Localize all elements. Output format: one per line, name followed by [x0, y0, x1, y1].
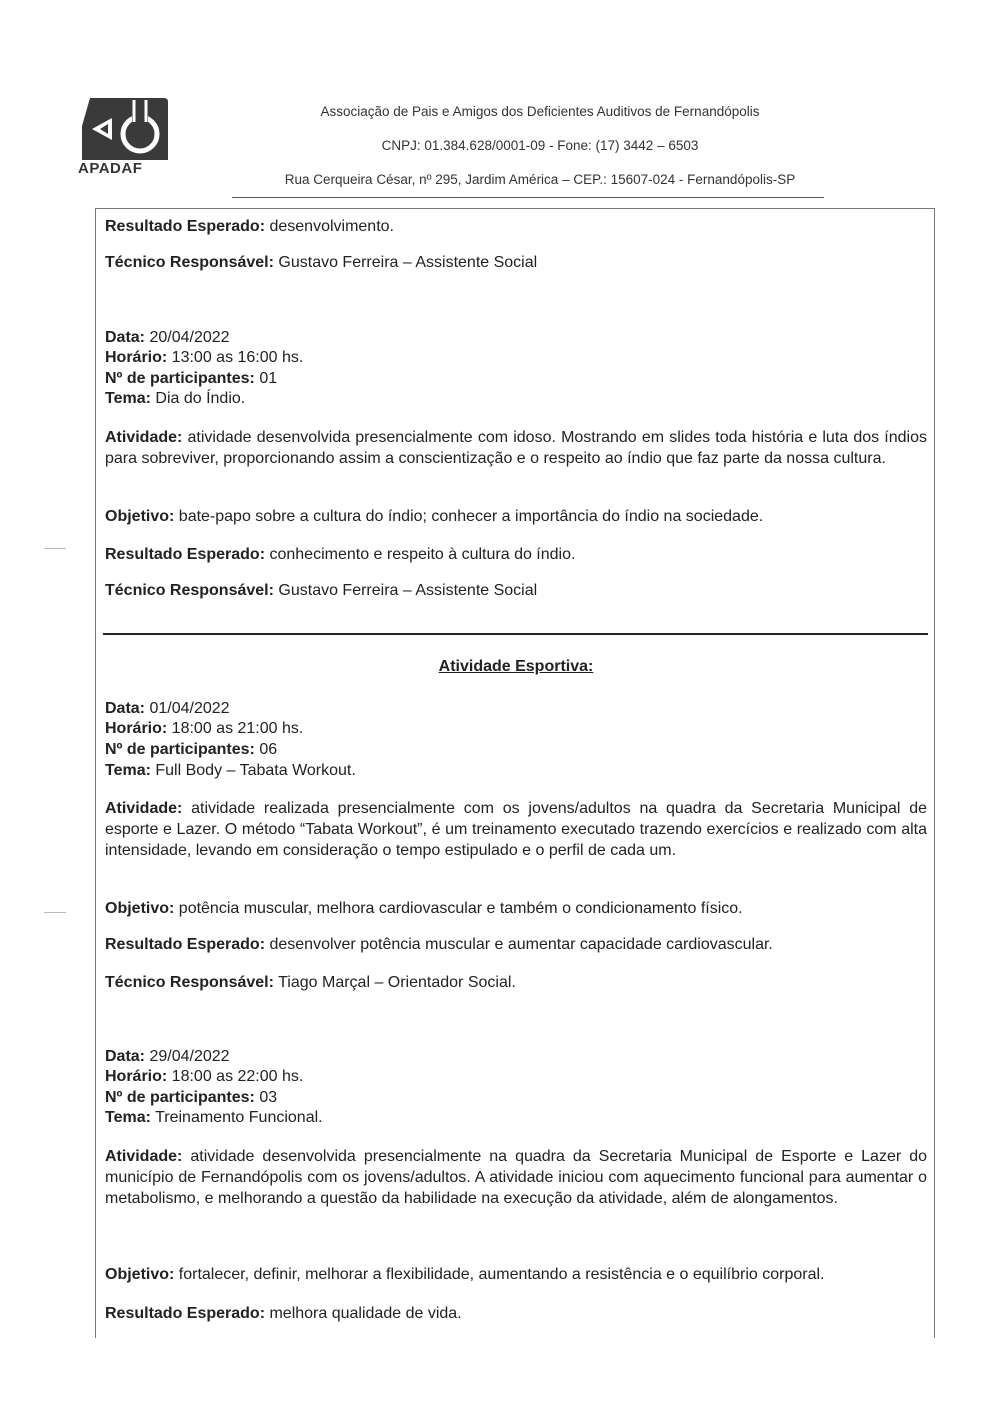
horario-line: Horário: 18:00 as 22:00 hs. [105, 1068, 304, 1085]
frame-top-border [95, 208, 935, 209]
cnpj-phone: CNPJ: 01.384.628/0001-09 - Fone: (17) 3442 – 6503 [381, 138, 699, 153]
data-line: Data: 01/04/2022 [105, 700, 230, 717]
tecnico-line: Técnico Responsável: Gustavo Ferreira – Assistente Social [105, 254, 538, 271]
tema-line: Tema: Full Body – Tabata Workout. [105, 762, 356, 779]
horario-line: Horário: 13:00 as 16:00 hs. [105, 349, 304, 366]
scan-mark [44, 912, 66, 913]
participantes-line: Nº de participantes: 01 [105, 370, 278, 387]
objetivo-line: Objetivo: fortalecer, definir, melhorar a flexibilidade, aumentando a resistência e o equilíbrio corporal. [105, 1266, 825, 1283]
org-name: Associação de Pais e Amigos dos Deficientes Auditivos de Fernandópolis [320, 104, 760, 119]
participantes-line: Nº de participantes: 06 [105, 741, 278, 758]
atividade-paragraph: Atividade: atividade realizada presencialmente com os jovens/adultos na quadra da Secretaria Municipal de esporte e Lazer. O método “Tabata Workout”, é um treinamento executado trazendo exercícios e realizado com alta intensidade, levando em consideração o tempo estipulado e o perfil de cada um. [105, 800, 927, 859]
resultado-line: Resultado Esperado: melhora qualidade de vida. [105, 1305, 462, 1322]
section-divider [103, 633, 928, 635]
atividade-paragraph: Atividade: atividade desenvolvida presencialmente na quadra da Secretaria Municipal de Esporte e Lazer do município de Fernandópolis com os jovens/adultos. A atividade iniciou com aquecimento funcional para aumentar o metabolismo, e melhorando a questão da habilidade na execução da atividade, além de alongamentos. [105, 1148, 927, 1207]
resultado-line: Resultado Esperado: desenvolver potência muscular e aumentar capacidade cardiovascular. [105, 936, 773, 953]
resultado-line: Resultado Esperado: desenvolvimento. [105, 218, 394, 235]
header-divider [232, 197, 824, 198]
tecnico-line: Técnico Responsável: Tiago Marçal – Orientador Social. [105, 974, 516, 991]
frame-right-border [934, 208, 935, 1338]
frame-left-border [95, 208, 96, 1338]
atividade-paragraph: Atividade: atividade desenvolvida presencialmente com idoso. Mostrando em slides toda história e luta dos índios para sobreviver, proporcionando assim a conscientização e o respeito ao índio que faz parte da nossa cultura. [105, 429, 927, 467]
data-line: Data: 29/04/2022 [105, 1048, 230, 1065]
data-line: Data: 20/04/2022 [105, 329, 230, 346]
scan-mark [44, 548, 66, 549]
tema-line: Tema: Dia do Índio. [105, 390, 246, 407]
tema-line: Tema: Treinamento Funcional. [105, 1109, 323, 1126]
resultado-line: Resultado Esperado: conhecimento e respeito à cultura do índio. [105, 546, 576, 563]
participantes-line: Nº de participantes: 03 [105, 1089, 278, 1106]
horario-line: Horário: 18:00 as 21:00 hs. [105, 720, 304, 737]
logo-text: APADAF [78, 160, 143, 177]
objetivo-line: Objetivo: potência muscular, melhora cardiovascular e também o condicionamento físico. [105, 900, 743, 917]
tecnico-line: Técnico Responsável: Gustavo Ferreira – Assistente Social [105, 582, 538, 599]
objetivo-line: Objetivo: bate-papo sobre a cultura do índio; conhecer a importância do índio na sociedade. [105, 508, 764, 525]
address: Rua Cerqueira César, nº 295, Jardim América – CEP.: 15607-024 - Fernandópolis-SP [284, 172, 796, 187]
section-title: Atividade Esportiva: [438, 658, 594, 675]
